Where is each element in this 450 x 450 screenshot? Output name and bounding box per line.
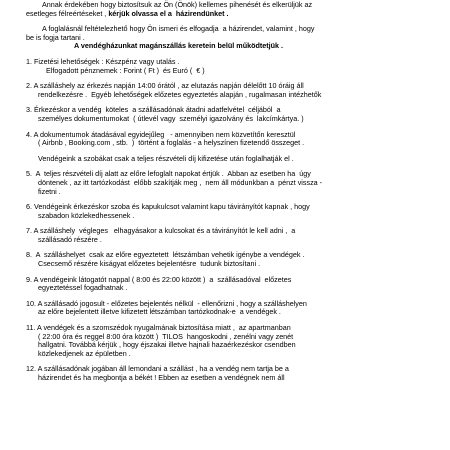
rule-item-11: 11. A vendégek és a szomszédok nyugalmának biztosítása miatt , az apartmanban ( 22:00 óra és reggel 8:00 óra között ) TILOS hangoskodni , zenélni vagy zenét hallgatni. Továbbá kérjük , hogy éjszakai illetve hajnali hazaérkezéskor csendben közlekedjenek az épületben . [26,323,296,358]
rule-item-2: 2. A szálláshely az érkezés napján 14:00 órától , az elutazás napján délelőtt 10 óráig áll rendelkezésre . Egyéb lehetőségek előzetes egyeztetés alapján , rugalmasan intézhetők [26,81,322,99]
payment-note: Vendégeink a szobákat csak a teljes részvételi díj kifizetése után foglalhatják el . [38,153,294,163]
rule-item-12: 12. A szállásadónak jogában áll lemondani a szállást , ha a vendég nem tartja be a házirendet és ha megbontja a békét ! Ebben az esetben a vendégnek nem áll [26,364,289,382]
rule-item-3: 3. Érkezéskor a vendég köteles a szállásadónak átadni adatfelvétel céljából a személyes dokumentumokat ( útlevél vagy személyi igazolvány és lakcímkártya. ) [26,105,304,123]
intro-line-5: A vendégházunkat magánszállás keretein belül működtetjük . [74,41,284,51]
rule-item-7: 7. A szálláshely végleges elhagyásakor a kulcsokat és a távirányítót le kell adni , a szállásadó részére . [26,226,296,244]
rule-item-10: 10. A szállásadó jogosult - előzetes bejelentés nélkül - ellenőrizni , hogy a szálláshelyen az előre bejelentett illetve kifizetett létszámban tartózkodnak-e a vendégek . [26,298,307,317]
rule-item-5: 5. A teljes részvételi díj alatt az előre lefoglalt napokat értjük . Abban az esetben ha úgy döntenek , az itt tartózkodást előbb szakítják meg , nem áll módunkban a pénzt vissza - fizetni . [26,169,323,196]
intro-line-4: be is fogja tartani . [26,32,85,42]
house-rules-document [26,0,436,383]
rule-item-8: 8. A szálláshelyet csak az előre egyeztetett létszámban vehetik igénybe a vendégek . Csecsemő részére kiságyat előzetes bejelentésre tudunk biztosítani . [26,250,305,269]
intro-line-1: Annak érdekében hogy biztosítsuk az Ön (Önök) kellemes pihenését és elkerüljük az [42,0,313,9]
intro-line-3: A foglalásnál feltételezhető hogy Ön ismeri és elfogadja a házirendet, valamint , hogy [42,24,315,34]
rule-item-4: 4. A dokumentumok átadásával egyidejűleg - amennyiben nem közvetítőn keresztül ( Airbnb , Booking.com , stb. ) történt a foglalás - a helyszínen fizetendő összeget . [26,129,305,148]
rule-item-9: 9. A vendégeink látogatót nappal ( 8:00 és 22:00 között ) a szállásadóval előzetes egyeztetéssel fogadhatnak . [26,274,292,293]
rule-item-6: 6. Vendégeink érkezéskor szoba és kapukulcsot valamint kapu távirányítót kapnak , hogy szabadon közlekedhessenek . [26,202,310,220]
intro-line-2: esetleges félreértéseket , kérjük olvassa el a házirendünket . [26,8,229,18]
rule-item-1: 1. Fizetési lehetőségek : Készpénz vagy utalás . Elfogadott pénznemek : Forint ( Ft ) és Euró ( € ) [26,56,205,75]
